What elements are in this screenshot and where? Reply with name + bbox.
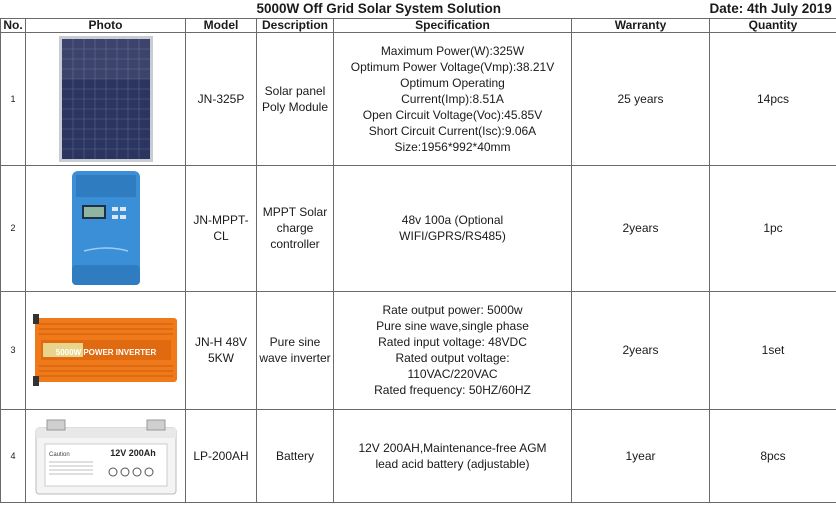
row-quantity: 8pcs [710,409,836,502]
header-specification: Specification [334,18,572,32]
row-quantity: 14pcs [710,32,836,165]
header-model: Model [186,18,257,32]
row-description: Battery [257,409,334,502]
header-description: Description [257,18,334,32]
inverter-image [33,312,179,388]
row-specification: 48v 100a (Optional WIFI/GPRS/RS485) [334,165,572,291]
row-model: LP-200AH [186,409,257,502]
row-quantity: 1set [710,291,836,409]
photo-inverter [26,291,186,409]
row-model: JN-H 48V 5KW [186,291,257,409]
row-model: JN-MPPT- CL [186,165,257,291]
charge-controller-image [70,169,142,287]
header-warranty: Warranty [572,18,710,32]
photo-charge-controller [26,165,186,291]
row-description: MPPT Solar charge controller [257,165,334,291]
inverter-label: 5000W POWER INVERTER [55,348,156,357]
header-quantity: Quantity [710,18,836,32]
table-row [1,165,836,291]
row-specification: Maximum Power(W):325W Optimum Power Voltage(Vmp):38.21V Optimum Operating Current(Imp):8.51A Open Circuit Voltage(Voc):45.85V Short Circuit Current(Isc):9.06A Size:1956*992*40mm [334,32,572,165]
row-warranty: 1year [572,409,710,502]
document-date: Date: 4th July 2019 [710,0,836,18]
document-title: 5000W Off Grid Solar System Solution [257,0,710,18]
row-number: 2 [1,165,26,291]
header-photo: Photo [26,18,186,32]
battery-caution: Caution [48,451,70,458]
battery-label: 12V 200Ah [109,447,156,458]
row-description: Solar panel Poly Module [257,32,334,165]
row-warranty: 2years [572,165,710,291]
row-specification: 12V 200AH,Maintenance-free AGM lead acid battery (adjustable) [334,409,572,502]
row-specification: Rate output power: 5000w Pure sine wave,single phase Rated input voltage: 48VDC Rated output voltage: 110VAC/220VAC Rated frequency: 50HZ/60HZ [334,291,572,409]
row-quantity: 1pc [710,165,836,291]
row-warranty: 2years [572,291,710,409]
solar-panel-image [58,35,154,163]
table-row [1,32,836,165]
row-number: 4 [1,409,26,502]
row-number: 3 [1,291,26,409]
title-row [1,0,836,18]
table-row [1,409,836,502]
table-row [1,291,836,409]
photo-solar-panel [26,32,186,165]
header-row [1,18,836,32]
row-number: 1 [1,32,26,165]
row-description: Pure sine wave inverter [257,291,334,409]
header-no: No. [1,18,26,32]
photo-battery [26,409,186,502]
row-model: JN-325P [186,32,257,165]
battery-image [33,416,179,496]
row-warranty: 25 years [572,32,710,165]
